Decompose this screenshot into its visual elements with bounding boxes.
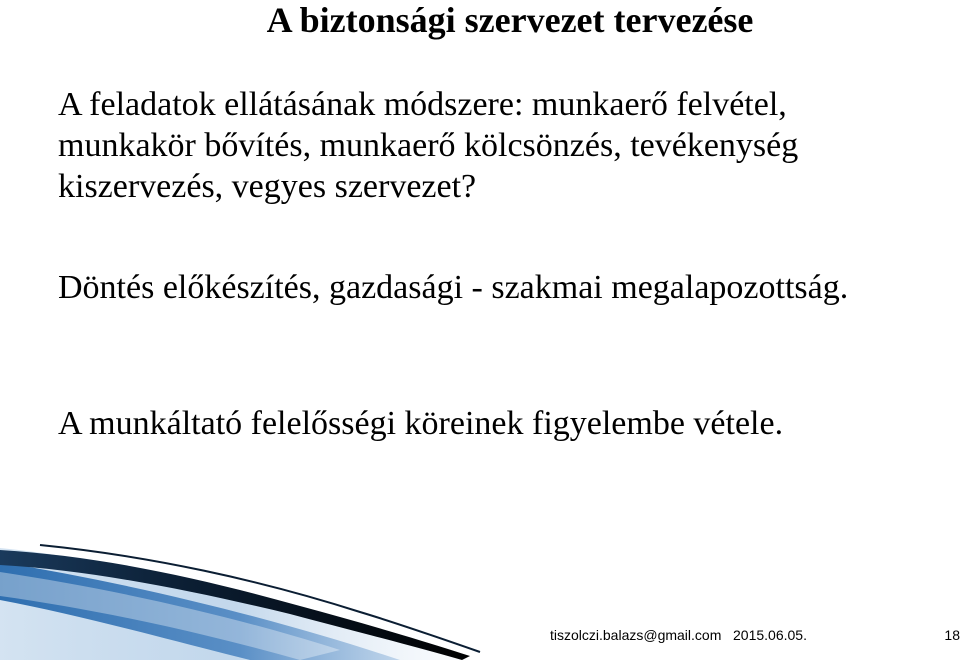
slide-title: A biztonsági szervezet tervezése [266,0,754,40]
paragraph-methods: A feladatok ellátásának módszere: munkaerő felvétel, munkakör bővítés, munkaerő kölcsönzés, tevékenység kiszervezés, vegyes szervezet? [58,86,799,205]
footer-date: 2015.06.05. [733,627,807,643]
paragraph-responsibility: A munkáltató felelősségi köreinek figyelembe vétele. [58,405,784,442]
paragraph-decision: Döntés előkészítés, gazdasági - szakmai megalapozottság. [58,269,849,306]
footer-page-number: 18 [944,627,960,643]
footer-email: tiszolczi.balazs@gmail.com [550,627,722,643]
